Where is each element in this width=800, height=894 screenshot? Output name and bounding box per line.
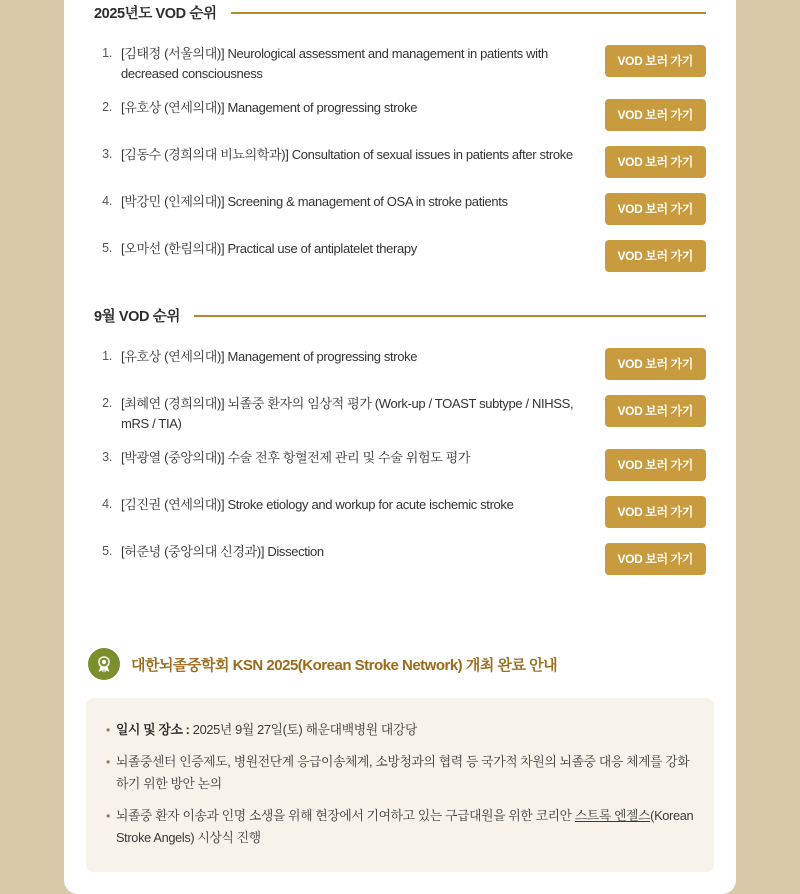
- notice-header: [64, 626, 736, 680]
- vod-link-button[interactable]: VOD 보러 가기: [605, 45, 706, 77]
- rank-title: [유호상 (연세의대)] Management of progressing stroke: [121, 100, 418, 115]
- notice-bullet-text: 2025년 9월 27일(토) 해운대백병원 대강당: [192, 722, 417, 737]
- bullet-dot-icon: •: [106, 809, 111, 823]
- section-title: 2025년도 VOD 순위: [94, 6, 217, 22]
- vod-ranking-card: [64, 0, 736, 608]
- vod-link-button[interactable]: VOD 보러 가기: [605, 146, 706, 178]
- rank-number: 3.: [102, 147, 112, 161]
- notice-body: [86, 698, 714, 872]
- rank-number: 2.: [102, 396, 112, 410]
- rank-number: 5.: [102, 544, 112, 558]
- rank-number: 2.: [102, 100, 112, 114]
- rank-number: 3.: [102, 450, 112, 464]
- list-item: [64, 488, 736, 535]
- notice-card: [64, 626, 736, 894]
- bullet-dot-icon: •: [106, 723, 111, 737]
- section-title: 9월 VOD 순위: [94, 309, 180, 325]
- section-header-monthly: [64, 305, 736, 326]
- notice-bullet-link[interactable]: 스트록 엔젤스: [574, 808, 651, 823]
- section-divider: [194, 315, 706, 317]
- vod-link-button[interactable]: VOD 보러 가기: [605, 543, 706, 575]
- vod-link-button[interactable]: VOD 보러 가기: [605, 193, 706, 225]
- rank-number: 1.: [102, 46, 112, 60]
- rank-title: [오마선 (한림의대)] Practical use of antiplatelet therapy: [121, 241, 417, 256]
- notice-bullet-text: 뇌졸중센터 인증제도, 병원전단계 응급이송체계, 소방청과의 협력 등 국가적 차원의 뇌졸중 대응 체계를 강화하기 위한 방안 논의: [116, 754, 690, 791]
- vod-link-button[interactable]: VOD 보러 가기: [605, 99, 706, 131]
- list-item: [64, 138, 736, 185]
- notice-bullet-text-after: (Korean Stroke Angels) 시상식 진행: [116, 808, 694, 845]
- vod-link-button[interactable]: VOD 보러 가기: [605, 496, 706, 528]
- list-item: [64, 340, 736, 387]
- rank-title: [허준녕 (중앙의대 신경과)] Dissection: [121, 544, 324, 559]
- list-item: [106, 800, 694, 854]
- rank-title: [김동수 (경희의대 비뇨의학과)] Consultation of sexual issues in patients after stroke: [121, 147, 573, 162]
- rank-number: 5.: [102, 241, 112, 255]
- rank-title: [박강민 (인제의대)] Screening & management of OSA in stroke patients: [121, 194, 508, 209]
- rank-title: [김태정 (서울의대)] Neurological assessment and management in patients with decreased consciousness: [121, 46, 548, 81]
- vod-link-button[interactable]: VOD 보러 가기: [605, 449, 706, 481]
- vod-link-button[interactable]: VOD 보러 가기: [605, 240, 706, 272]
- list-item: [64, 441, 736, 488]
- list-item: [64, 232, 736, 279]
- vod-link-button[interactable]: VOD 보러 가기: [605, 395, 706, 427]
- rank-title: [김진권 (연세의대)] Stroke etiology and workup for acute ischemic stroke: [121, 497, 514, 512]
- rank-number: 4.: [102, 194, 112, 208]
- award-medal-icon: [88, 648, 120, 680]
- notice-bullet-text: 뇌졸중 환자 이송과 인명 소생을 위해 현장에서 기여하고 있는 구급대원을 위한 코리안: [116, 808, 575, 823]
- list-item: [64, 185, 736, 232]
- content-sheet: [64, 0, 736, 894]
- list-item: [106, 714, 694, 746]
- vod-link-button[interactable]: VOD 보러 가기: [605, 348, 706, 380]
- rank-title: [유호상 (연세의대)] Management of progressing stroke: [121, 349, 418, 364]
- notice-title: 대한뇌졸중학회 KSN 2025(Korean Stroke Network) 개최 완료 안내: [131, 656, 558, 674]
- list-item: [64, 387, 736, 441]
- rank-number: 4.: [102, 497, 112, 511]
- bullet-dot-icon: •: [106, 755, 111, 769]
- section-header-yearly: [64, 2, 736, 23]
- list-item: [64, 535, 736, 582]
- rank-number: 1.: [102, 349, 112, 363]
- list-item: [106, 746, 694, 800]
- vod-rank-list-monthly: [64, 340, 736, 582]
- vod-rank-list-yearly: [64, 37, 736, 279]
- list-item: [64, 91, 736, 138]
- rank-title: [최혜연 (경희의대)] 뇌졸중 환자의 임상적 평가 (Work-up / TOAST subtype / NIHSS, mRS / TIA): [121, 396, 574, 431]
- section-divider: [231, 12, 706, 14]
- rank-title: [박광열 (중앙의대)] 수술 전후 항혈전제 관리 및 수술 위험도 평가: [121, 450, 471, 465]
- notice-bullet-label: 일시 및 장소 :: [116, 722, 193, 737]
- list-item: [64, 37, 736, 91]
